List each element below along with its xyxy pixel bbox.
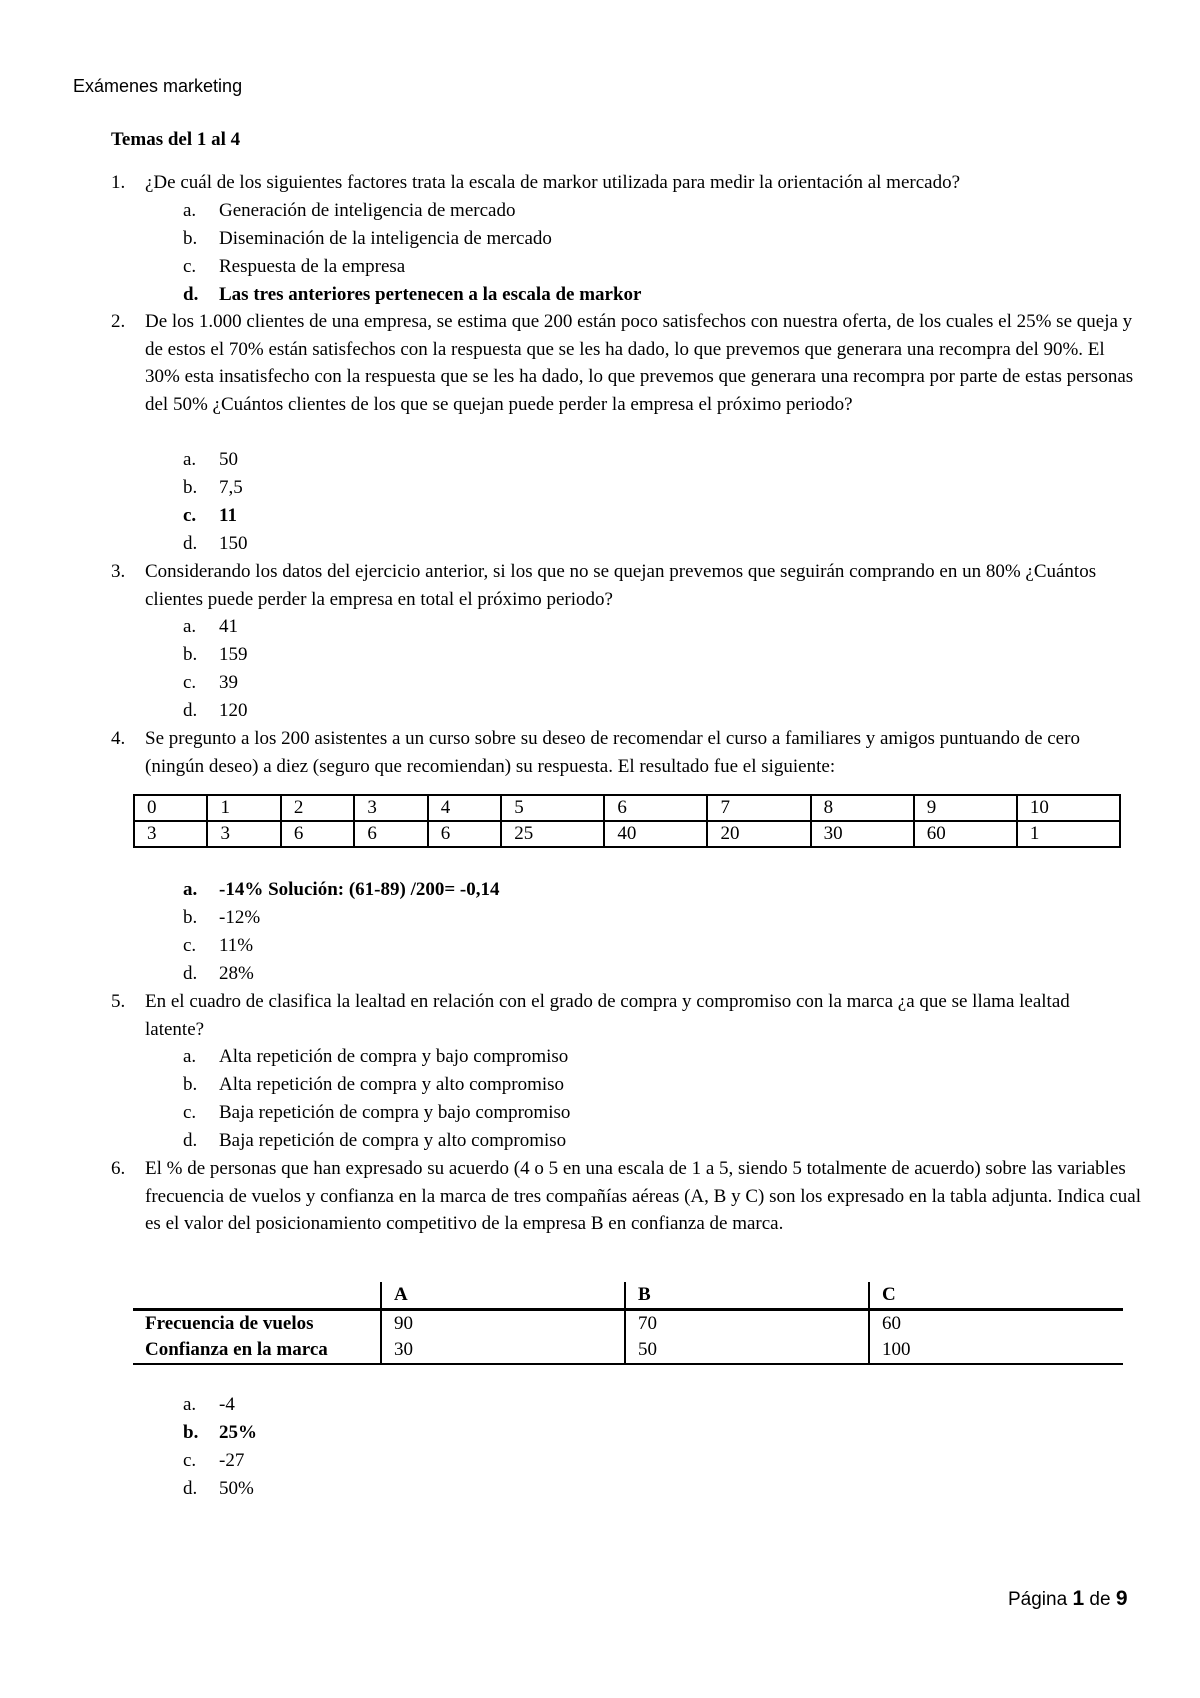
table-cell: 4 <box>428 795 501 821</box>
option-letter: d. <box>183 963 198 984</box>
option-letter: b. <box>183 477 198 498</box>
table-row <box>133 1310 1123 1338</box>
table-cell: 90 <box>381 1310 625 1338</box>
table-cell: 30 <box>811 821 914 847</box>
table-cell: 1 <box>207 795 280 821</box>
option-letter: c. <box>183 672 197 693</box>
option-text: Baja repetición de compra y bajo compromiso <box>219 1102 571 1123</box>
table-cell: 100 <box>869 1337 1123 1364</box>
nps-score-table <box>133 794 1121 848</box>
option-letter: b. <box>183 644 198 665</box>
table-row-counts <box>134 821 1120 847</box>
option-2d <box>183 530 248 558</box>
question-number: 6. <box>111 1158 126 1179</box>
section-title: Temas del 1 al 4 <box>111 129 241 150</box>
table-cell: 70 <box>625 1310 869 1338</box>
option-letter: c. <box>183 935 197 956</box>
option-3d <box>183 697 248 725</box>
page-word: Página <box>1008 1589 1068 1610</box>
question-text: ¿De cuál de los siguientes factores trata la escala de markor utilizada para medir la orientación al mercado? <box>145 172 961 193</box>
question-number: 3. <box>111 561 126 582</box>
table-column-header: A <box>381 1282 625 1310</box>
option-text: 25% <box>219 1422 257 1443</box>
option-letter: d. <box>183 284 199 305</box>
table-column-header: C <box>869 1282 1123 1310</box>
option-text: 11% <box>219 935 254 956</box>
option-letter: b. <box>183 1422 199 1443</box>
table-cell: 9 <box>914 795 1017 821</box>
option-text: 39 <box>219 672 238 693</box>
table-column-header: B <box>625 1282 869 1310</box>
option-letter: a. <box>183 879 198 900</box>
option-letter: d. <box>183 1130 198 1151</box>
table-cell: 10 <box>1017 795 1120 821</box>
option-letter: a. <box>183 1394 197 1415</box>
option-text: -12% <box>219 907 261 928</box>
option-text: 159 <box>219 644 248 665</box>
option-text: 150 <box>219 533 248 554</box>
table-cell: 50 <box>625 1337 869 1364</box>
table-row-scores <box>134 795 1120 821</box>
option-3a <box>183 613 238 641</box>
option-text: Generación de inteligencia de mercado <box>219 200 516 221</box>
option-text: -4 <box>219 1394 235 1415</box>
question-text: El % de personas que han expresado su acuerdo (4 o 5 en una escala de 1 a 5, siendo 5 totalmente de acuerdo) sobre las variables frecuencia de vuelos y confianza en la marca de tres compañías aéreas (A, B y C) son los expresado en la tabla adjunta. Indica cual es el valor del posicionamiento competitivo de la empresa B en confianza de marca. <box>145 1158 1142 1235</box>
option-letter: c. <box>183 256 197 277</box>
table-cell: 60 <box>869 1310 1123 1338</box>
table-cell: 6 <box>281 821 354 847</box>
option-text: 11 <box>219 505 237 526</box>
option-text: 41 <box>219 616 238 637</box>
table-cell: 25 <box>501 821 604 847</box>
option-1b <box>183 225 552 253</box>
table-cell: 6 <box>604 795 707 821</box>
option-1d-correct <box>183 281 642 309</box>
question-6 <box>111 1155 1145 1238</box>
option-letter: a. <box>183 1046 197 1067</box>
question-text: Considerando los datos del ejercicio anterior, si los que no se quejan prevemos que seguirán comprando en un 80% ¿Cuántos clientes puede perder la empresa en total el próximo periodo? <box>145 561 1097 610</box>
table-cell: 3 <box>134 821 207 847</box>
option-6a <box>183 1391 235 1419</box>
table-cell: 60 <box>914 821 1017 847</box>
table-cell: 3 <box>354 795 427 821</box>
option-4a-correct <box>183 876 500 904</box>
option-3b <box>183 641 248 669</box>
table-cell: 5 <box>501 795 604 821</box>
option-2a <box>183 446 238 474</box>
table-cell: 3 <box>207 821 280 847</box>
option-4c <box>183 932 254 960</box>
table-cell: 7 <box>707 795 810 821</box>
table-cell: 40 <box>604 821 707 847</box>
table-row <box>133 1337 1123 1364</box>
table-cell: 1 <box>1017 821 1120 847</box>
page-total: 9 <box>1115 1587 1128 1610</box>
option-text: Respuesta de la empresa <box>219 256 406 277</box>
table-cell: 2 <box>281 795 354 821</box>
question-number: 2. <box>111 311 126 332</box>
option-letter: b. <box>183 907 198 928</box>
question-text: De los 1.000 clientes de una empresa, se estima que 200 están poco satisfechos con nuestra oferta, de los cuales el 25% se queja y de estos el 70% están satisfechos con la respuesta que se les ha dado, lo que prevemos que generara una recompra del 90%. El 30% esta insatisfecho con la respuesta que se les ha dado, lo que prevemos que generara una recompra por parte de estas personas del 50% ¿Cuántos clientes de los que se quejan puede perder la empresa el próximo periodo? <box>145 311 1134 415</box>
question-number: 4. <box>111 728 126 749</box>
option-text: Baja repetición de compra y alto compromiso <box>219 1130 567 1151</box>
question-text: Se pregunto a los 200 asistentes a un curso sobre su deseo de recomendar el curso a familiares y amigos puntuando de cero (ningún deseo) a diez (seguro que recomiendan) su respuesta. El resultado fue el siguiente: <box>145 728 1080 777</box>
option-text: -14% Solución: (61-89) /200= -0,14 <box>219 879 500 900</box>
option-letter: b. <box>183 228 198 249</box>
table-row-header: Confianza en la marca <box>133 1337 381 1364</box>
question-number: 1. <box>111 172 126 193</box>
page-number: 1 <box>1072 1587 1085 1610</box>
table-corner-cell <box>133 1282 381 1310</box>
option-5a <box>183 1043 569 1071</box>
table-row-header: Frecuencia de vuelos <box>133 1310 381 1338</box>
table-cell: 20 <box>707 821 810 847</box>
option-5b <box>183 1071 565 1099</box>
table-cell: 6 <box>428 821 501 847</box>
option-text: 120 <box>219 700 248 721</box>
option-6d <box>183 1475 254 1503</box>
option-letter: d. <box>183 533 198 554</box>
positioning-table <box>133 1282 1123 1365</box>
option-text: Las tres anteriores pertenecen a la escala de markor <box>219 284 642 305</box>
option-5d <box>183 1127 567 1155</box>
option-1a <box>183 197 516 225</box>
option-letter: d. <box>183 1478 198 1499</box>
option-5c <box>183 1099 571 1127</box>
option-letter: a. <box>183 616 197 637</box>
question-2 <box>111 308 1140 418</box>
option-2b <box>183 474 243 502</box>
option-letter: c. <box>183 505 197 526</box>
page-footer <box>1008 1587 1128 1611</box>
table-cell: 0 <box>134 795 207 821</box>
option-text: 50 <box>219 449 238 470</box>
question-text: En el cuadro de clasifica la lealtad en relación con el grado de compra y compromiso con la marca ¿a que se llama lealtad latente? <box>145 991 1070 1040</box>
question-5 <box>111 988 1125 1043</box>
option-letter: d. <box>183 700 198 721</box>
option-text: Alta repetición de compra y alto compromiso <box>219 1074 565 1095</box>
option-3c <box>183 669 238 697</box>
table-cell: 6 <box>354 821 427 847</box>
of-word: de <box>1089 1589 1111 1610</box>
question-1 <box>111 169 1135 197</box>
table-cell: 30 <box>381 1337 625 1364</box>
option-letter: a. <box>183 449 197 470</box>
option-text: 50% <box>219 1478 254 1499</box>
option-text: -27 <box>219 1450 245 1471</box>
table-header-row <box>133 1282 1123 1310</box>
option-6c <box>183 1447 245 1475</box>
page-header: Exámenes marketing <box>73 76 243 96</box>
option-4b <box>183 904 261 932</box>
option-4d <box>183 960 254 988</box>
question-4 <box>111 725 1135 780</box>
question-number: 5. <box>111 991 126 1012</box>
option-letter: c. <box>183 1450 197 1471</box>
option-6b-correct <box>183 1419 257 1447</box>
option-text: Diseminación de la inteligencia de mercado <box>219 228 552 249</box>
option-letter: c. <box>183 1102 197 1123</box>
option-text: 7,5 <box>219 477 243 498</box>
option-letter: a. <box>183 200 197 221</box>
option-text: 28% <box>219 963 254 984</box>
option-2c-correct <box>183 502 237 530</box>
option-1c <box>183 253 406 281</box>
table-cell: 8 <box>811 795 914 821</box>
option-letter: b. <box>183 1074 198 1095</box>
question-3 <box>111 558 1145 613</box>
option-text: Alta repetición de compra y bajo compromiso <box>219 1046 569 1067</box>
